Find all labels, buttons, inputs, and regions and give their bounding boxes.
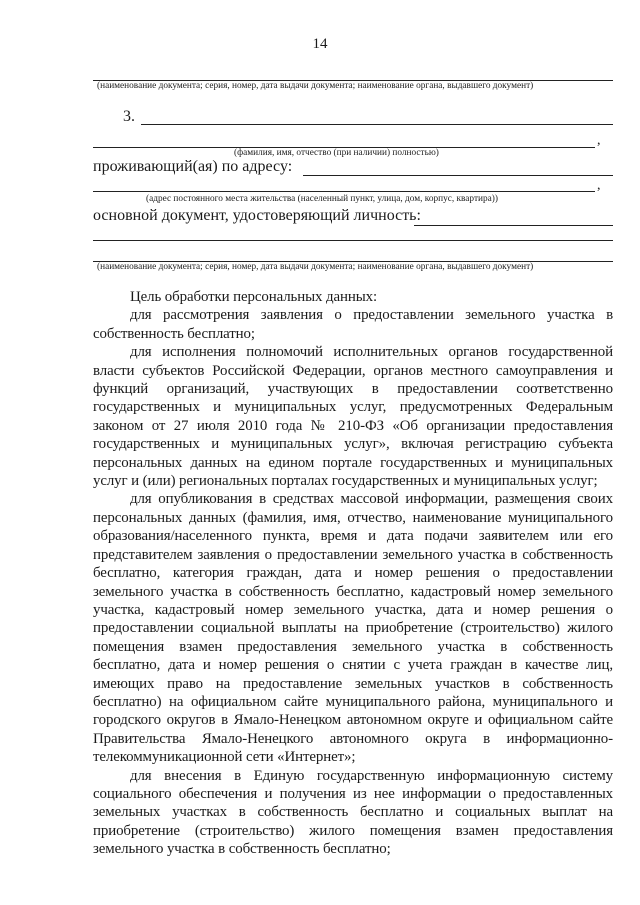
name-field-line-1[interactable] [141,124,613,125]
purpose-section [93,288,613,859]
address-caption: (адрес постоянного места жительства (населенный пункт, улица, дом, корпус, квартира)) [146,194,498,204]
item-number: 3. [123,108,135,125]
identity-field-line-1[interactable] [414,225,613,226]
name-comma: , [597,133,601,148]
page-number: 14 [312,36,328,52]
residing-label: проживающий(ая) по адресу: [93,158,293,175]
purpose-paragraph: для рассмотрения заявления о предоставлении земельного участка в собственность бесплатно; [93,307,613,342]
purpose-paragraph: для опубликования в средствах массовой информации, размещения своих персональных данных (фамилия, имя, отчество, наименование муниципального образования/населенного пункта, время и дата подачи заявителем или его представителем заявления о предоставлении земельного участка в собственность бесплатно, категория граждан, дата и номер решения о предоставлении земельного участка в собственность бесплатно, кадастровый номер земельного участка, кадастровый номер земельного участка, дата и номер решения о предоставлении социальной выплаты на приобретение (строительство) жилого помещения взамен предоставления земельного участка в собственность бесплатно, дата и номер решения о снятии с учета граждан в качестве лиц, имеющих право на предоставление земельных участков в собственность бесплатно) на официальном сайте муниципального района, муниципального и городского округов в Ямало-Ненецком автономном округе и официальном сайте Правительства Ямало-Ненецкого автономного округа в информационно-телекоммуникационной сети «Интернет»; [93,491,613,766]
document-caption-top: (наименование документа; серия, номер, дата выдачи документа; наименование органа, выдавшего документ) [97,81,534,91]
purpose-paragraph: для исполнения полномочий исполнительных органов государственной власти субъектов Российской Федерации, органов местного самоуправления и функций организаций, участвующих в предоставлении соответственно государственных и муниципальных услуг, предусмотренных Федеральным законом от 27 июля 2010 года № 210-ФЗ «Об организации предоставления государственных и муниципальных услуг», включая регистрацию субъекта персональных данных на едином портале государственных и муниципальных услуг и (или) региональных порталах государственных и муниципальных услуг; [93,344,613,490]
address-comma: , [597,178,601,193]
address-field-line-1[interactable] [303,175,613,176]
identity-field-line-2[interactable] [93,240,613,241]
purpose-heading: Цель обработки персональных данных: [130,289,378,305]
name-caption: (фамилия, имя, отчество (при наличии) полностью) [234,148,439,158]
identity-label: основной документ, удостоверяющий личность: [93,207,421,224]
address-field-line-2[interactable] [93,191,595,192]
purpose-paragraph: для внесения в Единую государственную информационную систему социального обеспечения и получения из нее информации о предоставленных земельных участках в собственность бесплатно и социальных выплат на приобретение (строительство) жилого помещения взамен предоставления земельного участка в собственность бесплатно; [93,767,613,858]
document-caption-bottom: (наименование документа; серия, номер, дата выдачи документа; наименование органа, выдавшего документ) [97,262,534,272]
